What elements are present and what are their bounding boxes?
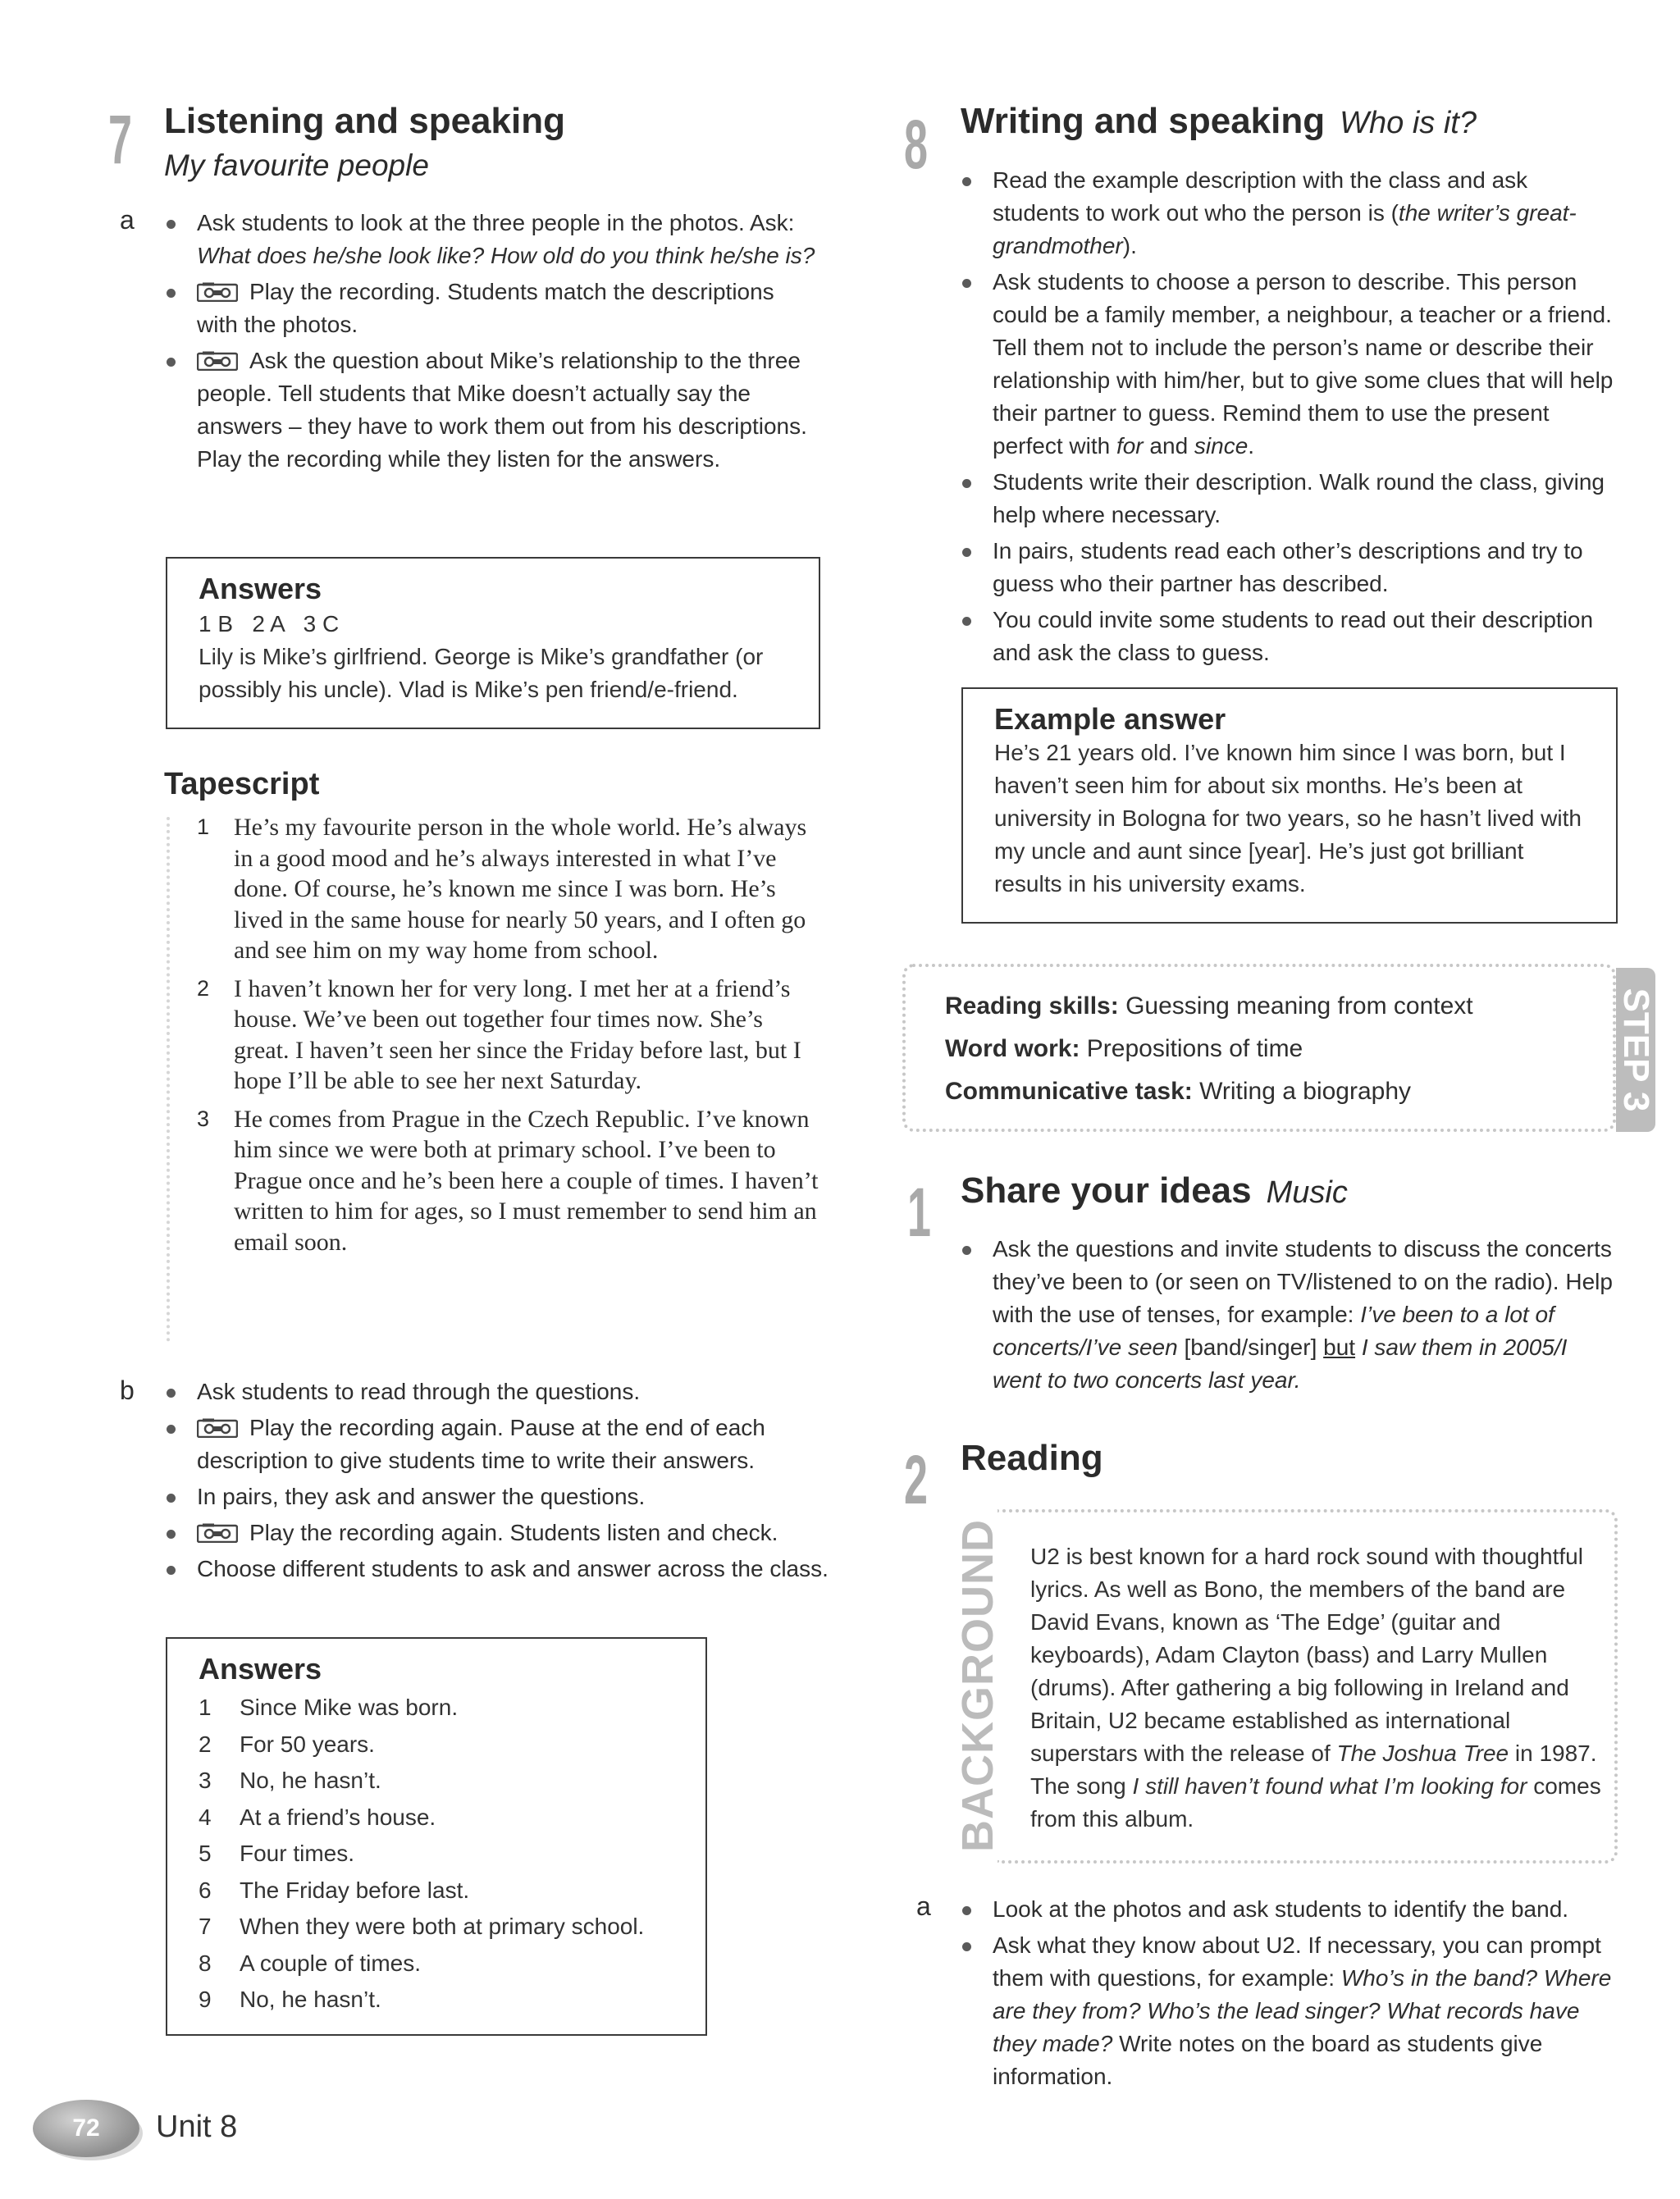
list-item — [164, 1553, 837, 1585]
page-number: 72 — [72, 2115, 100, 2142]
text: . — [1248, 433, 1255, 459]
list-item — [164, 207, 820, 272]
answer-number: 3 — [199, 1768, 212, 1793]
tapescript-margin-dots — [167, 817, 170, 1342]
section8-list — [960, 164, 1616, 673]
answers-box-1 — [166, 557, 820, 729]
section2-part-a-list — [960, 1893, 1624, 2096]
section-title — [961, 1171, 1348, 1211]
list-item — [164, 1517, 837, 1549]
section-title-text: Writing and speaking — [961, 101, 1326, 141]
answer-number: 5 — [199, 1841, 212, 1866]
section-number-8: 8 — [904, 106, 926, 183]
list-item — [164, 1412, 837, 1477]
list-item — [960, 1233, 1616, 1397]
answer-item — [199, 1727, 705, 1763]
item-italic: What does he/she look like? How old do you think he/she is? — [197, 243, 815, 268]
section-title: Listening and speaking — [164, 101, 565, 141]
item-text: Ask the question about Mike’s relationship to the three people. Tell students that Mike doesn’t actually say the answers – they have to work them out from his descriptions. Play the recording while they listen for the answers. — [197, 348, 807, 472]
answer-item — [199, 1873, 705, 1909]
text: Read the example description with the class and ask students to work out who the person is ( — [993, 167, 1528, 226]
list-item — [960, 535, 1616, 600]
item-text: He’s my favourite person in the whole world. He’s always in a good mood and he’s always interested in what I’ve done. Of course, he’s known me since I was born. He’s lived in the same house for nearly 50 years, and I often go and see him on my way home from school. — [234, 814, 807, 964]
answer-number: 8 — [199, 1950, 212, 1976]
example-heading: Example answer — [994, 702, 1226, 736]
skills-row — [945, 1070, 1613, 1113]
italic-text: I still haven’t found what I’m looking for — [1132, 1773, 1527, 1799]
text: Look at the photos and ask students to identify the band. — [993, 1896, 1569, 1922]
list-item — [960, 164, 1616, 262]
item-text: He comes from Prague in the Czech Republic. I’ve known him since we were both at primary school. I’ve been to Prague once and he’s been here a couple of times. I haven’t written to him for ages, so I must remember to send him an email soon. — [234, 1105, 819, 1256]
part-letter-a: a — [916, 1891, 931, 1921]
section-title — [961, 102, 1477, 141]
part-letter-b: b — [120, 1376, 135, 1405]
answers-box-2 — [166, 1637, 707, 2036]
section-number-1: 1 — [907, 1174, 929, 1251]
answer-text: When they were both at primary school. — [240, 1914, 645, 1939]
cassette-icon — [197, 1414, 238, 1434]
answer-text: No, he hasn’t. — [240, 1987, 381, 2012]
section-number-2: 2 — [904, 1441, 926, 1518]
skills-box — [902, 964, 1616, 1132]
italic-text: I saw them in 2005/I went to two concerts last year. — [993, 1334, 1568, 1393]
skills-label: Reading skills: — [945, 992, 1119, 1020]
item-text: I haven’t known her for very long. I met her at a friend’s house. We’ve been out together four times now. She’s great. I haven’t seen her since the Friday before last, but I hope I’ll be able to see her next Saturday. — [234, 974, 801, 1094]
text: in 1987. The song — [1030, 1740, 1597, 1799]
item-number: 1 — [197, 814, 210, 839]
background-box — [998, 1509, 1618, 1864]
skills-row — [945, 1028, 1613, 1070]
list-item — [960, 266, 1616, 463]
list-item — [960, 1929, 1624, 2093]
tapescript-item — [197, 974, 820, 1097]
part-letter-a: a — [120, 205, 135, 235]
tapescript-heading: Tapescript — [164, 767, 320, 801]
answers-list — [199, 1690, 705, 2019]
text: Ask the questions and invite students to discuss the concerts they’ve been to (or seen on TV/listened to on the radio). Help with the use of tenses, for example: — [993, 1236, 1613, 1327]
step-tab — [1616, 968, 1655, 1132]
skills-label: Communicative task: — [945, 1078, 1193, 1105]
text: Ask what they know about U2. If necessary, you can prompt them with questions, for example: — [993, 1932, 1601, 1991]
cassette-icon — [197, 347, 238, 367]
text: and — [1143, 433, 1194, 459]
italic-text: for — [1116, 433, 1144, 459]
answer-item — [199, 1836, 705, 1873]
skills-value: Guessing meaning from context — [1118, 992, 1473, 1020]
background-label-text: BACKGROUND — [953, 1519, 1002, 1852]
unit-label: Unit 8 — [156, 2110, 238, 2144]
background-text — [1030, 1540, 1605, 1836]
answer-text: The Friday before last. — [240, 1877, 470, 1903]
text: but — [1323, 1334, 1356, 1360]
italic-text: Who’s in the band? Where are they from? Who’s the lead singer? What records have they made? — [993, 1965, 1612, 2056]
text: Ask students to choose a person to describe. This person could be a family member, a neighbour, a teacher or a friend. Tell them not to include the person’s name or describe their relationship with him/her, but to give some clues that will help their partner to guess. Remind them to use the present perfect with — [993, 269, 1614, 459]
skills-value: Prepositions of time — [1080, 1035, 1303, 1062]
cassette-icon — [197, 278, 238, 298]
answer-text: Four times. — [240, 1841, 355, 1866]
answer-item — [199, 1909, 705, 1946]
italic-text: the writer’s great-grandmother — [993, 200, 1577, 258]
text: ). — [1122, 233, 1137, 258]
italic-text: The Joshua Tree — [1336, 1740, 1509, 1766]
tapescript-body — [197, 812, 820, 1265]
tapescript-item — [197, 1104, 820, 1258]
answer-text: At a friend’s house. — [240, 1804, 436, 1830]
answer-item — [199, 1690, 705, 1727]
cassette-icon — [197, 1519, 238, 1539]
italic-text: I’ve been to a lot of concerts/I’ve seen — [993, 1302, 1554, 1360]
section-title-italic: Music — [1266, 1175, 1348, 1210]
list-item — [164, 1376, 837, 1408]
item-number: 2 — [197, 975, 210, 1001]
answer-item — [199, 1946, 705, 1982]
item-number: 3 — [197, 1106, 210, 1131]
answers-heading: Answers — [199, 572, 322, 605]
tapescript-item — [197, 812, 820, 966]
page-number-badge — [33, 2100, 139, 2157]
example-text: He’s 21 years old. I’ve known him since I was born, but I haven’t seen him for about six months. He’s been at university in Bologna for two years, so he hasn’t lived with my uncle and aunt since [year]. He’s just got brilliant results in his university exams. — [994, 740, 1582, 896]
section-title-text: Share your ideas — [961, 1170, 1252, 1211]
step-tab-label: STEP 3 — [1616, 988, 1656, 1112]
text: You could invite some students to read out their description and ask the class to guess. — [993, 607, 1594, 665]
answers-explanation: Lily is Mike’s girlfriend. George is Mike’s grandfather (or possibly his uncle). Vlad is Mike’s pen friend/e-friend. — [199, 644, 764, 702]
item-text: Ask students to read through the questions. — [197, 1379, 641, 1404]
background-label — [953, 1513, 1002, 1858]
list-item — [164, 344, 820, 476]
answer-item — [199, 1763, 705, 1800]
part-b-list — [164, 1376, 837, 1589]
answers-key: 1 B 2 A 3 C — [199, 611, 340, 636]
item-text: Ask students to look at the three people in the photos. Ask: — [197, 210, 795, 235]
text: U2 is best known for a hard rock sound with thoughtful lyrics. As well as Bono, the members of the band are David Evans, known as ‘The Edge’ (guitar and keyboards), Adam Clayton (bass) and Larry Mullen (drums). After gathering a big following in Ireland and Britain, U2 became established as international superstars with the release of — [1030, 1544, 1583, 1766]
italic-text: since — [1194, 433, 1249, 459]
item-text: In pairs, they ask and answer the questions. — [197, 1484, 646, 1509]
answer-number: 2 — [199, 1731, 212, 1757]
item-text: Play the recording again. Students listen and check. — [249, 1520, 778, 1545]
list-item — [960, 1893, 1624, 1926]
answer-number: 4 — [199, 1804, 212, 1830]
answer-number: 1 — [199, 1695, 212, 1720]
text: Students write their description. Walk round the class, giving help where necessary. — [993, 469, 1605, 527]
item-text: Choose different students to ask and answer across the class. — [197, 1556, 829, 1581]
example-answer-box — [961, 687, 1618, 924]
text: In pairs, students read each other’s descriptions and try to guess who their partner has described. — [993, 538, 1583, 596]
answers-heading: Answers — [199, 1652, 322, 1686]
section1-list — [960, 1233, 1616, 1400]
answer-text: No, he hasn’t. — [240, 1768, 381, 1793]
answer-text: For 50 years. — [240, 1731, 375, 1757]
skills-value: Writing a biography — [1192, 1078, 1412, 1105]
section-title: Reading — [961, 1438, 1103, 1478]
list-item — [960, 466, 1616, 532]
section-number-7: 7 — [108, 101, 130, 178]
answer-item — [199, 1800, 705, 1836]
list-item — [164, 276, 820, 341]
part-a-list — [164, 207, 820, 479]
skills-row — [945, 985, 1613, 1028]
text: [band/singer] — [1184, 1334, 1324, 1360]
text: Write notes on the board as students give information. — [993, 2031, 1543, 2089]
text: comes from this album. — [1030, 1773, 1601, 1832]
answer-number: 9 — [199, 1987, 212, 2012]
answer-text: A couple of times. — [240, 1950, 422, 1976]
answer-number: 6 — [199, 1877, 212, 1903]
item-text: Play the recording. Students match the descriptions with the photos. — [197, 279, 774, 337]
answer-text: Since Mike was born. — [240, 1695, 459, 1720]
list-item — [960, 604, 1616, 669]
section-title-italic: Who is it? — [1340, 106, 1477, 140]
answer-item — [199, 1982, 705, 2019]
list-item — [164, 1480, 837, 1513]
item-text: Play the recording again. Pause at the end of each description to give students time to write their answers. — [197, 1415, 765, 1473]
answer-number: 7 — [199, 1914, 212, 1939]
skills-label: Word work: — [945, 1035, 1080, 1062]
section-subtitle: My favourite people — [164, 148, 429, 182]
